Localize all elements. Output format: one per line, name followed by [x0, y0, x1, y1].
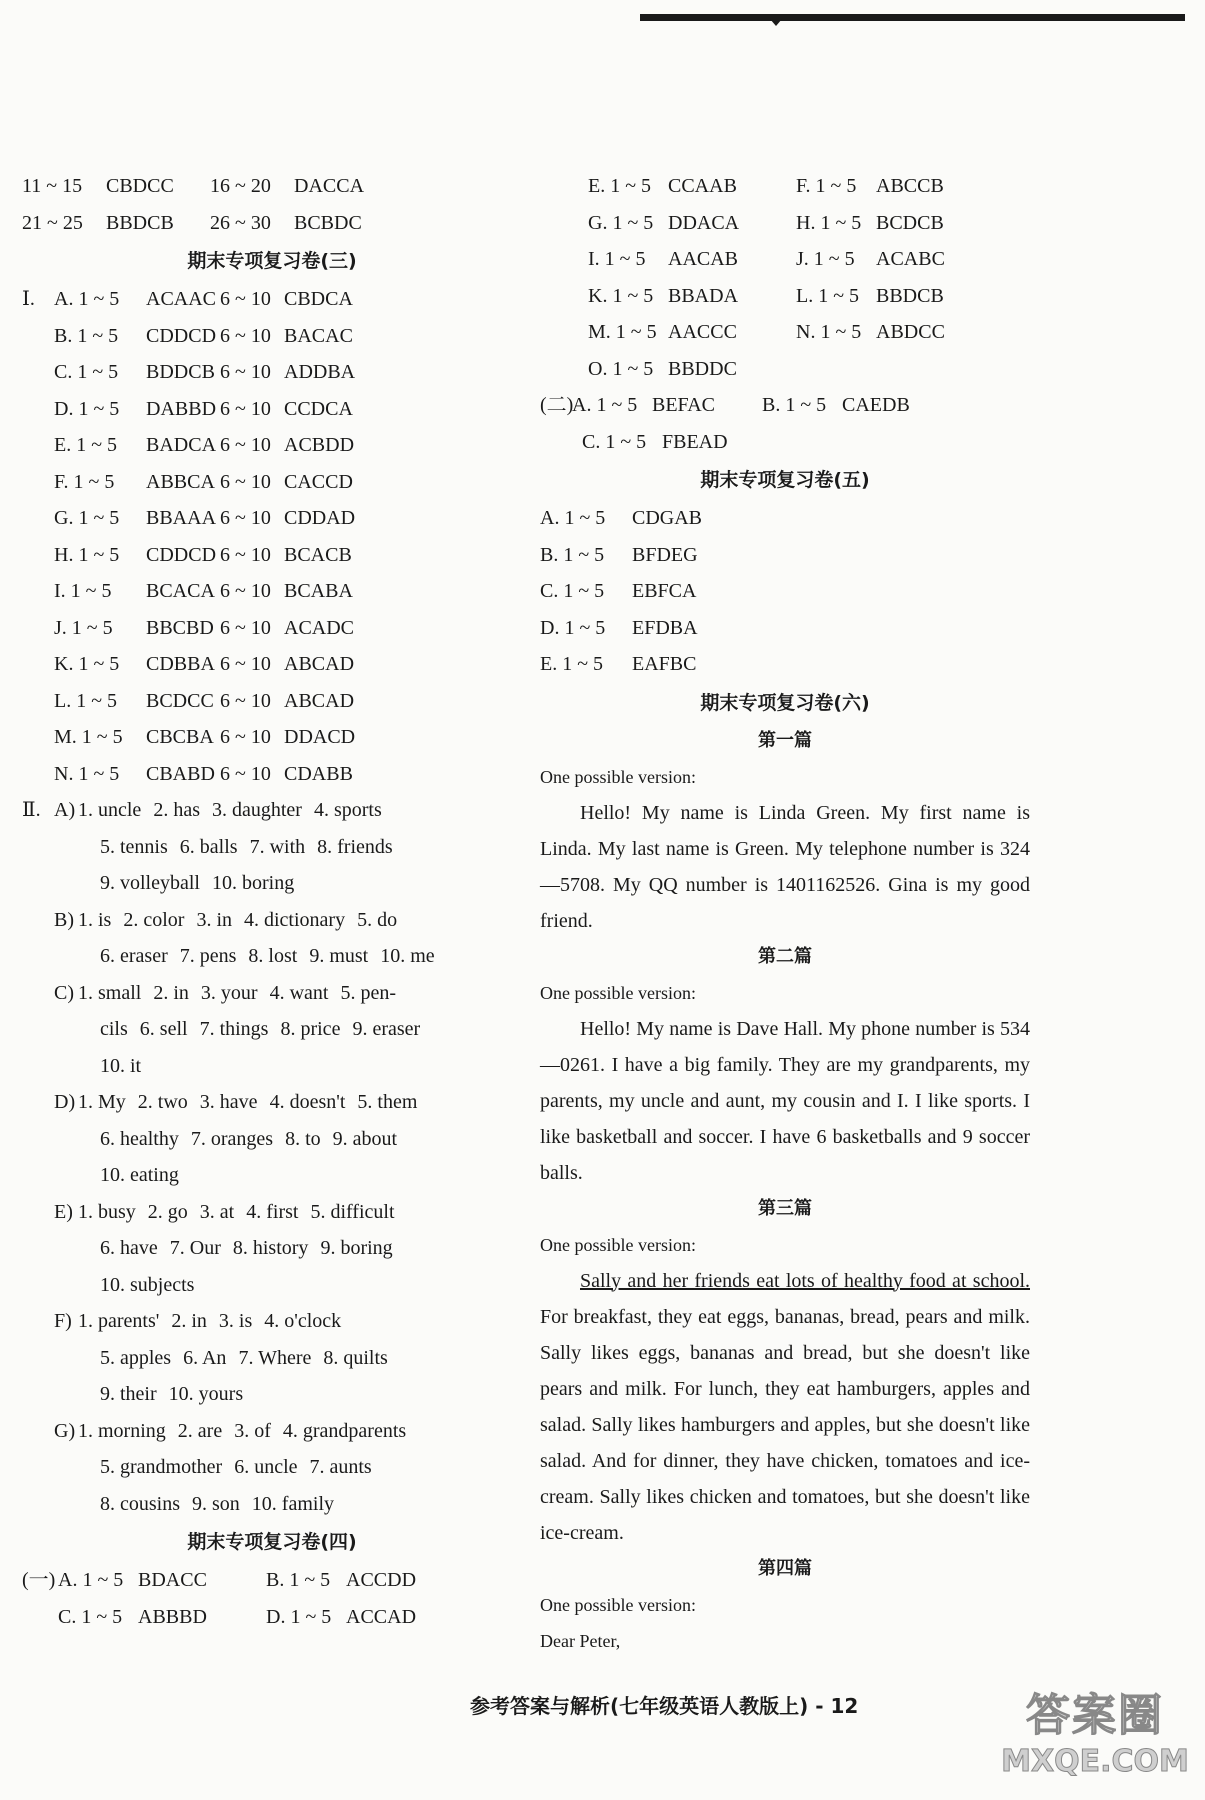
fill-answer: 5. grandmother	[100, 1456, 223, 1478]
section-heading-5: 期末专项复习卷(五)	[700, 469, 870, 491]
answer-key: BACAC	[284, 324, 353, 347]
section-label: Ⅰ.	[22, 288, 35, 310]
site-watermark-logo: 答案圈 MXQE.COM	[1001, 1690, 1189, 1779]
fill-answer: 1. morning	[78, 1419, 166, 1442]
answer-key: ABCAD	[284, 653, 355, 675]
passage-title-4: 第四篇	[758, 1557, 812, 1579]
fill-answer: 8. friends	[317, 835, 393, 858]
fill-answer: 3. in	[196, 908, 232, 931]
answer-key: EBFCA	[632, 580, 697, 602]
range-label: 6 ~ 10	[220, 324, 271, 347]
fill-answer: 2. in	[153, 981, 189, 1004]
top-rule	[640, 14, 1185, 21]
fill-row	[22, 1011, 522, 1048]
answer-key: BBADA	[668, 284, 739, 307]
range-label: C. 1 ~ 5	[58, 1605, 123, 1628]
fill-answer: 8. cousins	[100, 1492, 180, 1515]
answer-row	[22, 205, 522, 242]
fill-answer: 9. their	[100, 1383, 157, 1405]
range-label: G. 1 ~ 5	[588, 211, 654, 234]
range-label: 21 ~ 25	[22, 211, 83, 234]
fill-row	[22, 1449, 522, 1486]
fill-answer: 9. boring	[320, 1237, 393, 1259]
answer-key: BFDEG	[632, 543, 698, 566]
fill-answer: 2. two	[137, 1091, 188, 1113]
answer-key: CBDCA	[284, 288, 353, 310]
answer-key: ACCDD	[346, 1569, 417, 1591]
answer-row	[540, 537, 1030, 574]
fill-answer: 7. aunts	[309, 1456, 372, 1478]
answer-key: DACCA	[294, 175, 365, 197]
fill-answer: 6. sell	[139, 1018, 188, 1040]
fill-answer: 7. with	[249, 835, 306, 858]
range-label: 6 ~ 10	[220, 434, 271, 456]
answer-key: AACAB	[668, 248, 739, 270]
answer-row	[540, 500, 1030, 537]
fill-row	[22, 938, 522, 975]
range-label: L. 1 ~ 5	[54, 689, 118, 712]
part-label: E)	[54, 1200, 73, 1223]
fill-row	[22, 902, 522, 939]
fill-answer: 3. at	[199, 1200, 235, 1223]
answer-key: EFDBA	[632, 616, 698, 639]
part-label: C)	[54, 981, 74, 1004]
range-label: I. 1 ~ 5	[588, 248, 646, 270]
fill-answer: 10. yours	[168, 1383, 244, 1405]
fill-answer: 9. son	[192, 1492, 240, 1515]
fill-answer: 5. tennis	[100, 835, 168, 858]
passage-note: One possible version:	[540, 1594, 696, 1615]
range-label: D. 1 ~ 5	[54, 397, 120, 420]
fill-answer: 8. history	[232, 1237, 309, 1259]
answer-key: CCAAB	[668, 175, 737, 197]
answer-row	[22, 500, 522, 537]
fill-answer: 4. sports	[313, 799, 382, 821]
answer-key: BCACB	[284, 543, 352, 566]
fill-answer: 6. have	[100, 1237, 158, 1259]
fill-answer: 9. eraser	[352, 1018, 421, 1040]
passage-3: Sally and her friends eat lots of healthy food at school. For breakfast, they eat eggs, bananas, bread, pears and milk. Sally likes eggs, bananas and bread, but she doesn't like pears and milk. For lunch, they eat hamburgers, apples and salad. Sally likes hamburgers and apples, but she doesn't like salad. And for dinner, they have chicken, tomatoes and ice-cream. Sally likes chicken and tomatoes, but she doesn't like ice-cream.	[540, 1269, 1030, 1544]
fill-answer: 3. of	[234, 1419, 271, 1442]
range-label: J. 1 ~ 5	[796, 248, 855, 270]
fill-answer: 9. must	[309, 945, 369, 967]
answer-key: BCACA	[146, 580, 215, 602]
range-label: 6 ~ 10	[220, 653, 271, 675]
answer-row	[540, 610, 1030, 647]
answer-key: CACCD	[284, 470, 353, 493]
fill-answer: 6. An	[183, 1346, 227, 1369]
fill-answer: 1. small	[78, 981, 142, 1004]
range-label: C. 1 ~ 5	[54, 361, 119, 383]
answer-key: DDACD	[284, 726, 356, 748]
range-label: B. 1 ~ 5	[54, 324, 119, 347]
answer-key: ABCCB	[876, 175, 944, 197]
passage-title-2: 第二篇	[758, 945, 812, 967]
fill-answer: 8. lost	[248, 945, 298, 967]
range-label: E. 1 ~ 5	[54, 434, 118, 456]
answer-row	[22, 646, 522, 683]
fill-answer: 6. balls	[179, 835, 238, 858]
fill-answer: 1. parents'	[78, 1310, 160, 1332]
page-footer: 参考答案与解析(七年级英语人教版上) - 12	[470, 1694, 859, 1718]
fill-answer: 6. healthy	[100, 1127, 179, 1150]
fill-row	[22, 1486, 522, 1523]
fill-answer: 10. subjects	[100, 1273, 195, 1296]
range-label: L. 1 ~ 5	[796, 284, 860, 307]
passage-3-topic-sentence: Sally and her friends eat lots of healthy food at school.	[580, 1269, 1030, 1292]
answer-row	[22, 1599, 522, 1636]
answer-key: BBCBD	[146, 616, 214, 639]
answer-key: BDDCB	[146, 361, 215, 383]
answer-key: ACABC	[876, 248, 945, 270]
fill-answer: 1. is	[78, 908, 112, 931]
fill-answer: 2. color	[123, 908, 185, 931]
range-label: K. 1 ~ 5	[588, 284, 654, 307]
range-label: 6 ~ 10	[220, 616, 271, 639]
answer-key: ACAAC	[146, 288, 217, 310]
fill-answer: 5. do	[357, 908, 398, 931]
fill-row	[22, 1376, 522, 1413]
answer-row	[540, 646, 1030, 683]
answer-row	[22, 537, 522, 574]
fill-answer: 3. is	[218, 1310, 253, 1332]
fill-answer: 4. doesn't	[269, 1091, 346, 1113]
range-label: F. 1 ~ 5	[54, 470, 115, 493]
answer-row: C. 1 ~ 5 FBEAD	[582, 430, 728, 453]
fill-answer: 6. eraser	[100, 945, 168, 967]
answer-row	[540, 351, 1030, 388]
fill-answer: 9. about	[332, 1127, 398, 1150]
passage-note: One possible version:	[540, 982, 696, 1003]
answer-row	[22, 464, 522, 501]
fill-answer: 8. to	[285, 1127, 321, 1150]
answer-key: CBABD	[146, 762, 215, 785]
range-label: C. 1 ~ 5	[540, 580, 605, 602]
range-label: 26 ~ 30	[210, 211, 271, 234]
passage-note: One possible version:	[540, 766, 696, 787]
range-label: A. 1 ~ 5	[58, 1569, 124, 1591]
answer-key: BBDDC	[668, 357, 737, 380]
answer-key: CDDCD	[146, 543, 217, 566]
fill-answer: 3. your	[200, 981, 258, 1004]
passage-title-1: 第一篇	[758, 729, 812, 751]
answer-row	[22, 573, 522, 610]
section-label: Ⅱ.	[22, 799, 41, 821]
fill-row	[22, 792, 522, 829]
range-label: 6 ~ 10	[220, 689, 271, 712]
answer-key: ABCAD	[284, 689, 355, 712]
answer-key: DABBD	[146, 397, 217, 420]
answer-key: ACBDD	[284, 434, 355, 456]
answer-key: CDDCD	[146, 324, 217, 347]
section-heading-6: 期末专项复习卷(六)	[700, 691, 870, 714]
range-label: N. 1 ~ 5	[796, 321, 862, 343]
answer-key: ADDBA	[284, 361, 356, 383]
fill-answer: 4. o'clock	[264, 1310, 342, 1332]
answer-key: ABDCC	[876, 321, 945, 343]
fill-answer: 7. pens	[179, 945, 237, 967]
range-label: D. 1 ~ 5	[540, 616, 606, 639]
range-label: G. 1 ~ 5	[54, 507, 120, 529]
fill-answer: 5. them	[357, 1091, 418, 1113]
section-heading-3: 期末专项复习卷(三)	[187, 250, 357, 272]
range-label: 6 ~ 10	[220, 470, 271, 493]
fill-answer: 1. busy	[78, 1200, 136, 1223]
fill-answer: 1. uncle	[78, 799, 142, 821]
answer-row	[22, 719, 522, 756]
passage-1: Hello! My name is Linda Green. My first name is Linda. My last name is Green. My telephone number is 324—5708. My QQ number is 1401162526. Gina is my good friend.	[540, 801, 1030, 932]
answer-key: AACCC	[668, 321, 737, 343]
fill-answer: 10. me	[380, 945, 435, 967]
range-label: E. 1 ~ 5	[588, 175, 652, 197]
range-label: 11 ~ 15	[22, 175, 83, 197]
left-column	[22, 168, 522, 1635]
fill-answer: 8. price	[280, 1018, 341, 1040]
answer-key: DDACA	[668, 211, 740, 234]
range-label: F. 1 ~ 5	[796, 175, 857, 197]
range-label: 6 ~ 10	[220, 507, 271, 529]
fill-row	[22, 1157, 522, 1194]
fill-answer: 7. Where	[238, 1346, 312, 1369]
answer-key: CDGAB	[632, 507, 703, 529]
answer-row	[22, 354, 522, 391]
range-label: 6 ~ 10	[220, 361, 271, 383]
answer-key: ACCAD	[346, 1605, 417, 1628]
range-label: J. 1 ~ 5	[54, 616, 113, 639]
range-label: 6 ~ 10	[220, 543, 271, 566]
range-label: 6 ~ 10	[220, 397, 271, 420]
answer-row	[540, 241, 1030, 278]
fill-answer: cils	[100, 1018, 128, 1040]
range-label: 16 ~ 20	[210, 175, 271, 197]
range-label: D. 1 ~ 5	[266, 1605, 332, 1628]
range-label: O. 1 ~ 5	[588, 357, 654, 380]
range-label: N. 1 ~ 5	[54, 762, 120, 785]
answer-row	[540, 314, 1030, 351]
fill-answer: 7. Our	[169, 1237, 221, 1259]
fill-row	[22, 1303, 522, 1340]
answer-key: CDABB	[284, 762, 353, 785]
fill-answer: 4. dictionary	[244, 908, 346, 931]
answer-row: (二)A. 1 ~ 5 BEFAC B. 1 ~ 5 CAEDB	[540, 394, 910, 416]
fill-row	[22, 865, 522, 902]
fill-answer: 8. quilts	[323, 1346, 388, 1369]
answer-key: BCABA	[284, 580, 353, 602]
answer-row	[22, 391, 522, 428]
range-label: 6 ~ 10	[220, 726, 271, 748]
range-label: A. 1 ~ 5	[54, 288, 120, 310]
answer-key: BADCA	[146, 434, 217, 456]
answer-key: BCBDC	[294, 211, 362, 234]
fill-answer: 4. want	[269, 981, 329, 1004]
fill-row	[22, 1194, 522, 1231]
section-heading-4: 期末专项复习卷(四)	[187, 1531, 357, 1553]
passage-2: Hello! My name is Dave Hall. My phone number is 534—0261. I have a big family. They are my grandparents, my parents, my uncle and aunt, my cousin and I. I like sports. I like basketball and soccer. I have 6 basketballs and 9 soccer balls.	[540, 1017, 1030, 1184]
answer-key: BBAAA	[146, 507, 217, 529]
range-label: B. 1 ~ 5	[540, 543, 605, 566]
part-label: F)	[54, 1310, 72, 1332]
fill-answer: 5. pen-	[340, 981, 397, 1004]
fill-answer: 2. are	[177, 1419, 223, 1442]
fill-answer: 7. oranges	[190, 1127, 274, 1150]
answer-key: CCDCA	[284, 397, 353, 420]
fill-row	[22, 975, 522, 1012]
answer-row	[540, 205, 1030, 242]
passage-note: One possible version:	[540, 1234, 696, 1255]
fill-row	[22, 1048, 522, 1085]
fill-answer: 5. difficult	[310, 1200, 395, 1223]
answer-key: CBDCC	[106, 175, 174, 197]
section-label: (一)	[22, 1569, 56, 1591]
fill-answer: 7. things	[199, 1018, 269, 1040]
fill-answer: 6. uncle	[234, 1456, 298, 1478]
fill-answer: 2. go	[147, 1200, 188, 1223]
fill-row	[22, 1084, 522, 1121]
answer-row	[22, 1562, 522, 1599]
range-label: H. 1 ~ 5	[54, 543, 120, 566]
part-label: A)	[54, 799, 76, 821]
answer-row	[22, 318, 522, 355]
fill-answer: 10. eating	[100, 1164, 179, 1186]
answer-row	[540, 278, 1030, 315]
answer-key: EAFBC	[632, 653, 697, 675]
letter-salutation: Dear Peter,	[540, 1630, 621, 1651]
range-label: M. 1 ~ 5	[588, 321, 657, 343]
fill-answer: 2. has	[153, 799, 200, 821]
fill-row	[22, 1413, 522, 1450]
fill-answer: 1. My	[78, 1091, 126, 1113]
answer-row	[22, 756, 522, 793]
answer-key: BDACC	[138, 1569, 207, 1591]
answer-key: CDDAD	[284, 507, 356, 529]
answer-row	[22, 168, 522, 205]
fill-answer: 10. family	[251, 1492, 335, 1515]
fill-answer: 4. first	[246, 1200, 299, 1223]
answer-key: ABBBD	[138, 1605, 207, 1628]
fill-row	[22, 829, 522, 866]
passage-title-3: 第三篇	[758, 1197, 812, 1219]
range-label: 6 ~ 10	[220, 580, 271, 602]
part-label: B)	[54, 908, 74, 931]
answer-row	[22, 683, 522, 720]
range-label: E. 1 ~ 5	[540, 653, 604, 675]
range-label: B. 1 ~ 5	[266, 1569, 331, 1591]
fill-answer: 4. grandparents	[282, 1419, 407, 1442]
fill-row	[22, 1121, 522, 1158]
range-label: 6 ~ 10	[220, 288, 271, 310]
part-label: G)	[54, 1419, 76, 1442]
answer-key: BCDCB	[876, 211, 944, 234]
fill-answer: 2. in	[171, 1310, 207, 1332]
fill-answer: 3. have	[199, 1091, 258, 1113]
answer-key: BCDCC	[146, 689, 214, 712]
fill-row	[22, 1230, 522, 1267]
fill-row	[22, 1340, 522, 1377]
fill-answer: 9. volleyball	[100, 872, 200, 894]
fill-answer: 10. it	[100, 1054, 142, 1077]
answer-key: ABBCA	[146, 470, 215, 493]
fill-answer: 10. boring	[211, 872, 295, 894]
answer-row	[22, 427, 522, 464]
answer-row	[540, 168, 1030, 205]
answer-key: ACADC	[284, 616, 355, 639]
answer-row	[22, 610, 522, 647]
range-label: M. 1 ~ 5	[54, 726, 123, 748]
answer-key: BBDCB	[876, 284, 944, 307]
answer-key: CDBBA	[146, 653, 215, 675]
fill-row	[22, 1267, 522, 1304]
answer-key: BBDCB	[106, 211, 174, 234]
answer-row	[22, 281, 522, 318]
range-label: H. 1 ~ 5	[796, 211, 862, 234]
range-label: I. 1 ~ 5	[54, 580, 112, 602]
part-label: D)	[54, 1091, 76, 1113]
fill-answer: 3. daughter	[211, 799, 302, 821]
range-label: A. 1 ~ 5	[540, 507, 606, 529]
answer-row	[540, 573, 1030, 610]
right-column	[540, 168, 1030, 1659]
answer-key: CBCBA	[146, 726, 214, 748]
range-label: 6 ~ 10	[220, 762, 271, 785]
fill-answer: 5. apples	[100, 1346, 172, 1369]
range-label: K. 1 ~ 5	[54, 653, 120, 675]
